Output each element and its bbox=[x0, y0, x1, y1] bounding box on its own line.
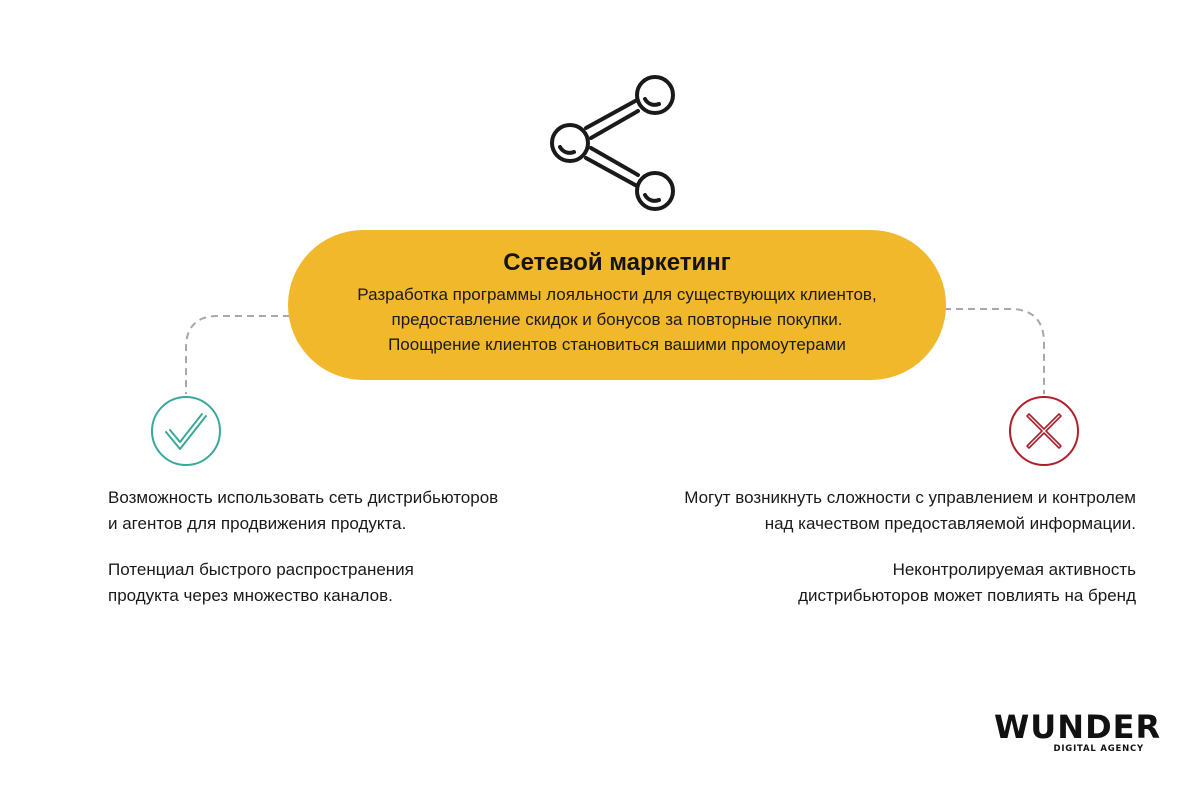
pros-item-line: Возможность использовать сеть дистрибьюторов bbox=[108, 488, 499, 507]
pros-item-line: Потенциал быстрого распространения bbox=[108, 560, 414, 579]
share-icon bbox=[548, 72, 678, 214]
pros-column bbox=[108, 485, 578, 629]
cons-item-line: Неконтролируемая активность bbox=[892, 560, 1136, 579]
cons-item-line: дистрибьюторов может повлиять на бренд bbox=[798, 586, 1136, 605]
pros-item bbox=[108, 557, 578, 609]
cons-item bbox=[600, 485, 1136, 537]
brand-name: WUNDER bbox=[994, 708, 1162, 746]
brand-tagline: DIGITAL AGENCY bbox=[1053, 744, 1144, 754]
cross-icon bbox=[1007, 394, 1081, 468]
center-line: Разработка программы лояльности для существующих клиентов, bbox=[357, 285, 877, 304]
check-icon bbox=[149, 394, 223, 468]
center-description bbox=[288, 282, 946, 357]
cons-item bbox=[600, 557, 1136, 609]
center-line: предоставление скидок и бонусов за повторные покупки. bbox=[391, 310, 843, 329]
pros-item-line: и агентов для продвижения продукта. bbox=[108, 514, 407, 533]
center-card bbox=[288, 230, 946, 380]
brand-logo bbox=[994, 708, 1162, 764]
cons-column bbox=[600, 485, 1136, 629]
cons-item-line: над качеством предоставляемой информации. bbox=[764, 514, 1136, 533]
pros-item-line: продукта через множество каналов. bbox=[108, 586, 393, 605]
connector-left bbox=[186, 316, 290, 394]
pros-item bbox=[108, 485, 578, 537]
connector-right bbox=[944, 309, 1044, 394]
center-line: Поощрение клиентов становиться вашими промоутерами bbox=[388, 335, 846, 354]
center-title: Сетевой маркетинг bbox=[503, 249, 731, 276]
cons-item-line: Могут возникнуть сложности с управлением и контролем bbox=[684, 488, 1136, 507]
